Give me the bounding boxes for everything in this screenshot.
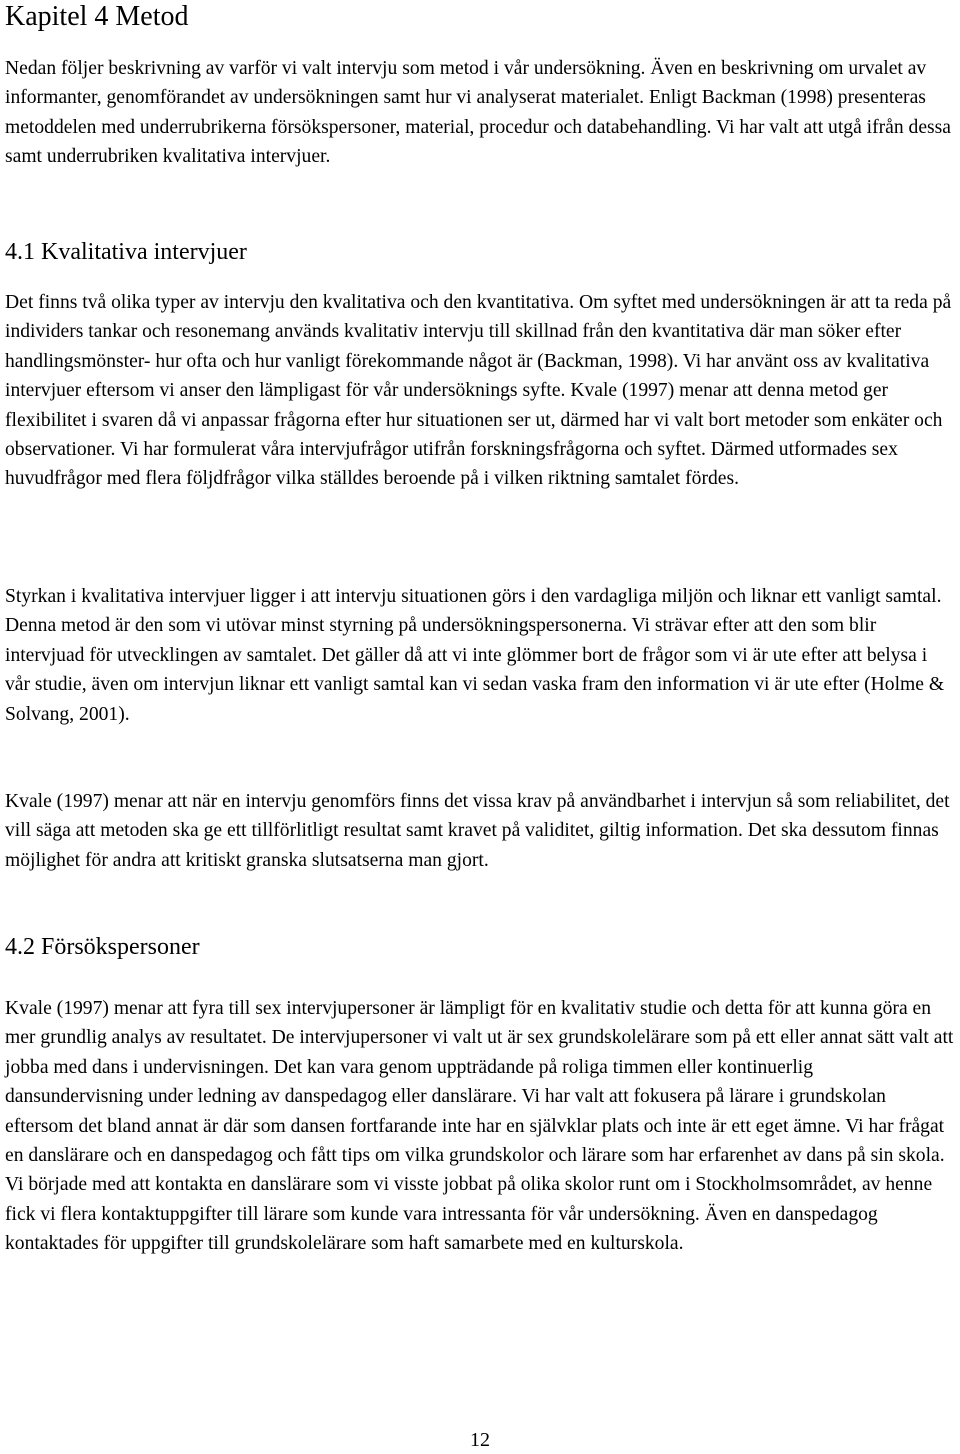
section-4-2-paragraph-1: Kvale (1997) menar att fyra till sex intervjupersoner är lämpligt för en kvalitativ studie och detta för att kunna göra en mer grundlig analys av resultatet. De intervjupersoner vi valt ut är sex grundskolelärare som på ett eller annat sätt valt att jobba med dans i undervisningen. Det kan vara genom uppträdande på roliga timmen eller kontinuerlig dansundervisning under ledning av danspedagog eller danslärare. Vi har valt att fokusera på lärare i grundskolan eftersom det bland annat är där som dansen fortfarande inte har en självklar plats och inte är ett eget ämne. Vi har frågat en danslärare och en danspedagog och fått tips om vilka grundskolor och lärare som har erfarenhet av dans på sin skola. Vi började med att kontakta en danslärare som vi visste jobbat på olika skolor runt om i Stockholmsområdet, av henne fick vi flera kontaktuppgifter till lärare som kunde vara intressanta för vår undersökning. Även en danspedagog kontaktades för uppgifter till grundskolelärare som haft samarbete med en kulturskola. bbox=[5, 998, 954, 1255]
chapter-title: Kapitel 4 Metod bbox=[5, 1, 189, 32]
section-heading-4-1: 4.1 Kvalitativa intervjuer bbox=[5, 239, 247, 265]
section-4-1-paragraph-3: Kvale (1997) menar att när en intervju genomförs finns det vissa krav på användbarhet i intervjun så som reliabilitet, det vill säga att metoden ska ge ett tillförlitligt resultat samt kravet på validitet, giltig information. Det ska dessutom finnas möjlighet för andra att kritiskt granska slutsatserna man gjort. bbox=[5, 791, 950, 871]
page-number: 12 bbox=[470, 1429, 490, 1451]
intro-paragraph: Nedan följer beskrivning av varför vi valt intervju som metod i vår undersökning. Även en beskrivning om urvalet av informanter, genomförandet av undersökningen samt hur vi analyserat materialet. Enligt Backman (1998) presenteras metoddelen med underrubrikerna försökspersoner, material, procedur och databehandling. Vi har valt att utgå ifrån dessa samt underrubriken kvalitativa intervjuer. bbox=[5, 58, 952, 168]
section-heading-4-2: 4.2 Försökspersoner bbox=[5, 934, 200, 960]
section-4-1-paragraph-2: Styrkan i kvalitativa intervjuer ligger i att intervju situationen görs i den vardagliga miljön och liknar ett vanligt samtal. Denna metod är den som vi utövar minst styrning på undersökningspersonerna. Vi strävar efter att den som blir intervjuad för utvecklingen av samtalet. Det gäller då att vi inte glömmer bort de frågor som vi är ute efter att belysa i vår studie, även om intervjun liknar ett vanligt samtal kan vi sedan vaska fram den information vi är ute efter (Holme & Solvang, 2001). bbox=[5, 586, 945, 725]
section-4-1-paragraph-1: Det finns två olika typer av intervju den kvalitativa och den kvantitativa. Om syftet med undersökningen är att ta reda på individers tankar och resonemang används kvalitativ intervju till skillnad från den kvantitativa där man söker efter handlingsmönster- hur ofta och hur vanligt förekommande något är (Backman, 1998). Vi har använt oss av kvalitativa intervjuer eftersom vi anser den lämpligast för vår undersöknings syfte. Kvale (1997) menar att denna metod ger flexibilitet i svaren då vi anpassar frågorna efter hur situationen ser ut, därmed har vi valt bort metoder som enkäter och observationer. Vi har formulerat våra intervjufrågor utifrån forskningsfrågorna och syftet. Därmed utformades sex huvudfrågor med flera följdfrågor vilka ställdes beroende på i vilken riktning samtalet fördes. bbox=[5, 292, 952, 490]
